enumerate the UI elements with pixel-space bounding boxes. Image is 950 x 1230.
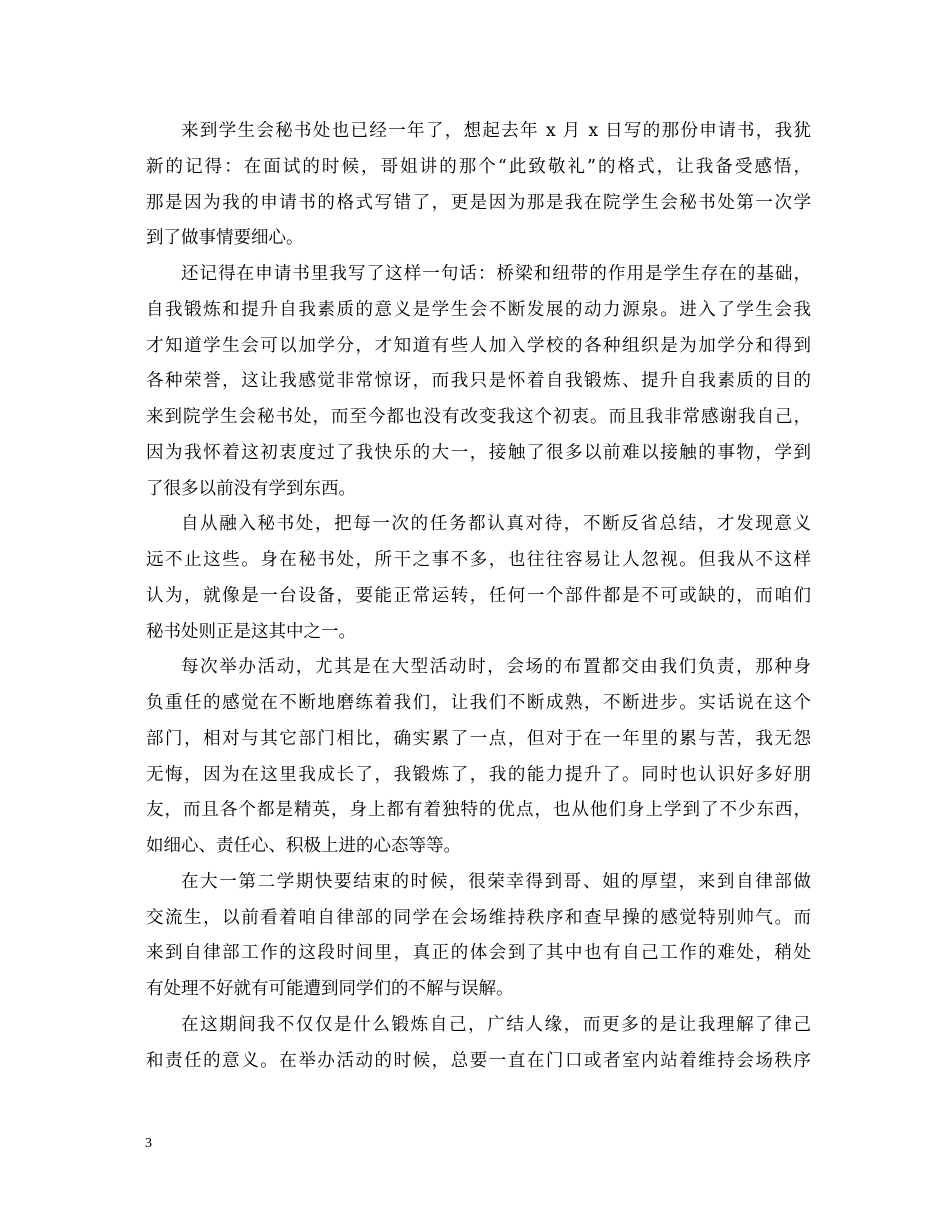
page-number: 3	[145, 1136, 152, 1151]
text-line: 那是因为我的申请书的格式写错了，更是因为那是我在院学生会秘书处第一次学	[146, 192, 811, 213]
text-line: 自从融入秘书处，把每一次的任务都认真对待，不断反省总结，才发现意义	[181, 514, 811, 535]
text-line: 在大一第二学期快要结束的时候，很荣幸得到哥、姐的厚望，来到自律部做	[181, 871, 811, 892]
text-line: 友，而且各个都是精英，身上都有着独特的优点，也从他们身上学到了不少东西，	[146, 800, 811, 821]
text-line: 和责任的意义。在举办活动的时候，总要一直在门口或者室内站着维持会场秩序	[146, 1050, 811, 1071]
text-line: 交流生，以前看着咱自律部的同学在会场维持秩序和查早操的感觉特别帅气。而	[146, 907, 811, 928]
text-line: 每次举办活动，尤其是在大型活动时，会场的布置都交由我们负责，那种身	[181, 657, 811, 678]
text-line: 来到学生会秘书处也已经一年了，想起去年 x 月 x 日写的那份申请书，我犹	[181, 121, 811, 141]
text-line: 远不止这些。身在秘书处，所干之事不多，也往往容易让人忽视。但我从不这样	[146, 550, 811, 570]
text-line: 了很多以前没有学到东西。	[146, 478, 356, 499]
text-line: 负重任的感觉在不断地磨练着我们，让我们不断成熟，不断进步。实话说在这个	[146, 693, 811, 713]
text-line: 如细心、责任心、积极上进的心态等等。	[146, 836, 461, 856]
text-line: 秘书处则正是这其中之一。	[146, 621, 356, 642]
text-line: 来到院学生会秘书处，而至今都也没有改变我这个初衷。而且我非常感谢我自己，	[146, 407, 811, 427]
text-line: 还记得在申请书里我写了这样一句话：桥梁和纽带的作用是学生存在的基础，	[181, 264, 811, 284]
text-line: 无悔，因为在这里我成长了，我锻炼了，我的能力提升了。同时也认识好多好朋	[146, 764, 811, 785]
text-line: 在这期间我不仅仅是什么锻炼自己，广结人缘，而更多的是让我理解了律己	[181, 1014, 811, 1035]
text-line: 来到自律部工作的这段时间里，真正的体会到了其中也有自己工作的难处，稍处	[146, 943, 811, 964]
text-line: 才知道学生会可以加学分，才知道有些人加入学校的各种组织是为加学分和得到	[146, 335, 811, 356]
text-line: 到了做事情要细心。	[146, 228, 304, 249]
text-line: 有处理不好就有可能遭到同学们的不解与误解。	[146, 979, 514, 999]
text-line: 各种荣誉，这让我感觉非常惊讶，而我只是怀着自我锻炼、提升自我素质的目的	[146, 371, 811, 392]
text-line: 新的记得：在面试的时候，哥姐讲的那个“此致敬礼”的格式，让我备受感悟，	[146, 156, 811, 177]
text-line: 因为我怀着这初衷度过了我快乐的大一，接触了很多以前难以接触的事物，学到	[146, 442, 811, 463]
text-line: 部门，相对与其它部门相比，确实累了一点，但对于在一年里的累与苦，我无怨	[146, 728, 811, 749]
document-body	[146, 114, 811, 1079]
text-line: 自我锻炼和提升自我素质的意义是学生会不断发展的动力源泉。进入了学生会我	[146, 299, 811, 320]
text-line: 认为，就像是一台设备，要能正常运转，任何一个部件都是不可或缺的，而咱们	[146, 585, 811, 606]
